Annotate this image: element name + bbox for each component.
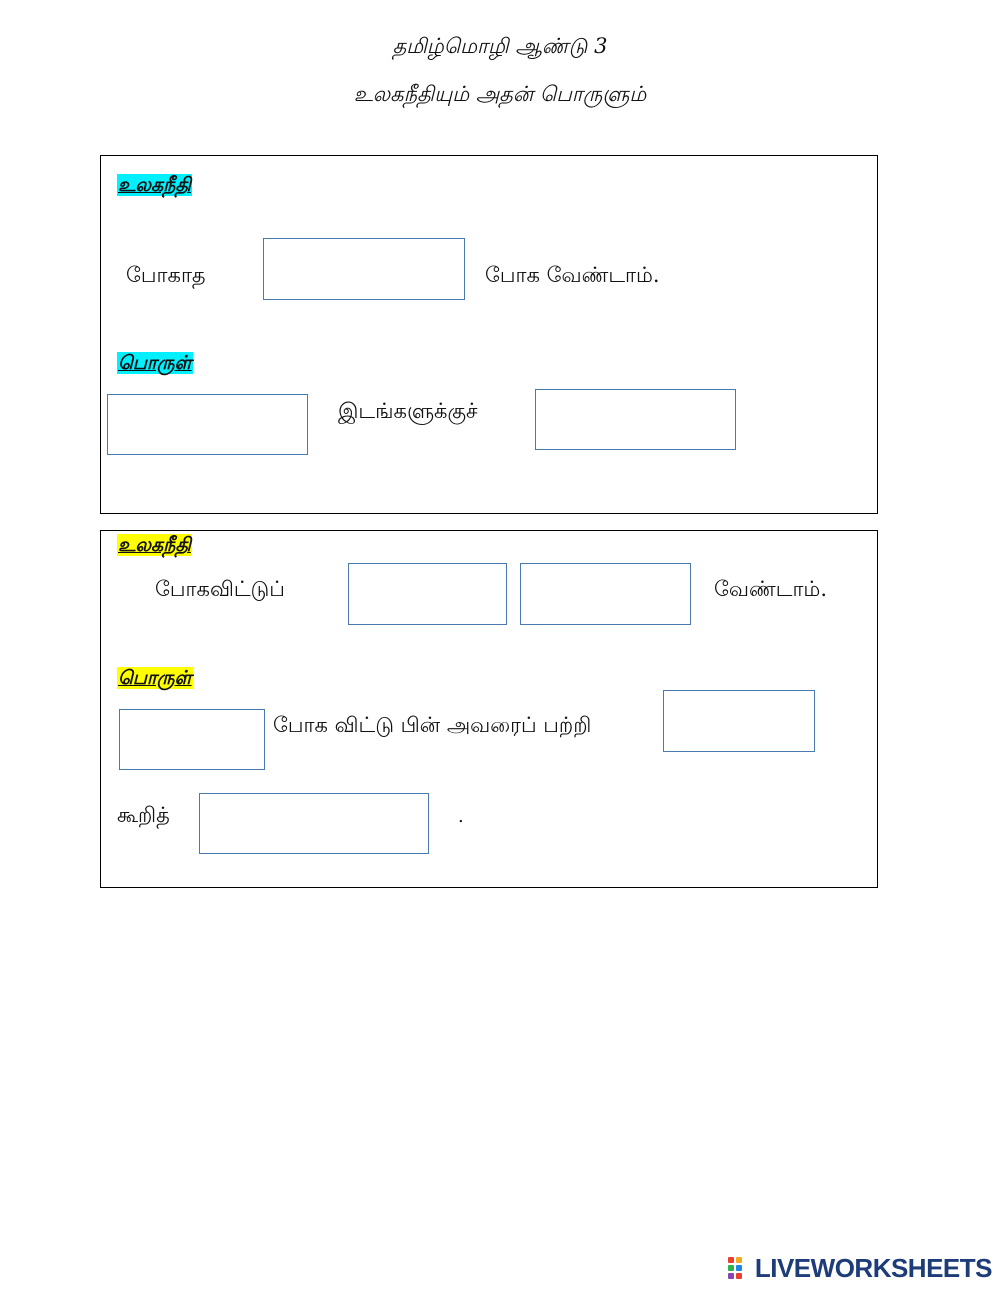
section-2-meaning-text-1: போக விட்டு பின் அவரைப் பற்றி: [273, 713, 592, 737]
section-2-meaning-end: .: [458, 806, 464, 827]
section-2-verse-blank-a[interactable]: [348, 563, 507, 625]
section-2-verse-blank-b[interactable]: [520, 563, 691, 625]
section-1-panel: [100, 155, 878, 514]
section-2-meaning-blank-b[interactable]: [663, 690, 815, 752]
section-1-meaning-blank-a[interactable]: [107, 394, 308, 455]
section-2-verse-text-1: போகவிட்டுப்: [155, 577, 285, 601]
section-2-verse-heading: உலகநீதி: [118, 534, 191, 556]
section-1-meaning-heading: பொருள்: [118, 352, 192, 374]
section-1-verse-blank[interactable]: [263, 238, 465, 300]
section-2-meaning-text-2: கூறித்: [117, 803, 170, 827]
section-1-verse-text-1: போகாத: [126, 263, 206, 287]
page-title: தமிழ்மொழி ஆண்டு 3: [392, 34, 608, 58]
section-2-meaning-heading: பொருள்: [118, 667, 192, 689]
section-1-verse-heading: உலகநீதி: [118, 174, 191, 196]
page-subtitle: உலகநீதியும் அதன் பொருளும்: [353, 82, 647, 106]
section-1-verse-text-2: போக வேண்டாம்.: [485, 263, 660, 287]
liveworksheets-logo: [728, 1253, 992, 1283]
section-2-verse-text-2: வேண்டாம்.: [714, 577, 827, 601]
liveworksheets-logo-icon: [728, 1255, 752, 1281]
section-1-meaning-blank-b[interactable]: [535, 389, 736, 450]
section-2-meaning-blank-c[interactable]: [199, 793, 429, 854]
section-1-meaning-text-1: இடங்களுக்குச்: [338, 399, 478, 423]
section-2-meaning-blank-a[interactable]: [119, 709, 265, 770]
liveworksheets-logo-text: LIVEWORKSHEETS: [754, 1252, 992, 1283]
